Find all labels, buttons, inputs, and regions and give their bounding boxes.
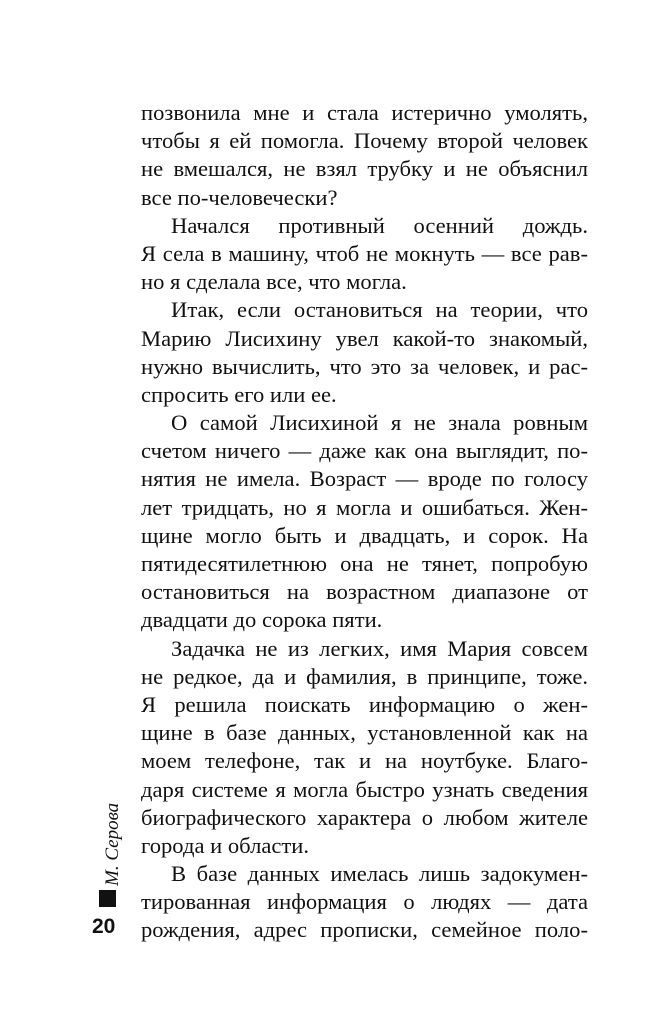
text-line: лет тридцать, но я могла и ошибаться. Жен- [141,494,588,520]
text-line: нужно вычислить, что это за человек, и рас- [141,353,588,379]
text-line: Марию Лисихину увел какой-то знакомый, [141,325,588,351]
text-line: чтобы я ей помогла. Почему второй человек [141,128,588,154]
page-margin-footer [92,790,132,940]
text-line: пятидесятилетнюю она не тянет, попробую [141,551,588,576]
text-line: спросить его или ее. [141,381,337,407]
text-line: нятия не имела. Возраст — вроде по голосу [141,466,588,492]
text-line: рождения, адрес прописки, семейное поло- [141,917,588,943]
square-marker-icon [99,890,116,907]
paragraph-first-line: Начался противный осенний дождь. [171,212,588,238]
text-line: биографического характера о любом жителе [141,804,588,830]
text-line: Я села в машину, чтоб не мокнуть — все рав- [141,240,588,266]
text-line: но я сделала все, что могла. [141,269,407,295]
text-line: остановиться на возрастном диапазоне от [141,579,588,605]
paragraph-first-line: Задачка не из легких, имя Мария совсем [171,635,588,661]
text-line: все по-человечески? [141,184,338,210]
paragraph-first-line: Итак, если остановиться на теории, что [171,297,588,323]
text-line: счетом ничего — даже как она выглядит, по- [141,438,588,464]
text-line: щине в базе данных, установленной как на [141,720,588,746]
text-line: даря системе я могла быстро узнать сведения [141,776,588,802]
text-line: города и области. [141,832,310,858]
text-line: позвонила мне и стала истерично умолять, [141,100,588,125]
paragraph-first-line: О самой Лисихиной я не знала ровным [171,410,588,436]
text-line: щине могло быть и двадцать, и сорок. На [141,522,588,548]
text-line: тированная информация о людях — дата [141,889,588,915]
running-head-author: М. Серова [102,802,123,886]
page-number: 20 [92,915,116,938]
text-line: Я решила поискать информацию о жен- [141,691,588,717]
body-text [141,99,588,945]
text-line: моем телефоне, так и на ноутбуке. Благо- [141,748,588,774]
text-line: двадцати до сорока пяти. [141,607,383,633]
text-line: не редкое, да и фамилия, в принципе, тоже. [141,663,588,689]
paragraph-first-line: В базе данных имелась лишь задокумен- [171,861,588,887]
text-line: не вмешался, не взял трубку и не объяснил [141,156,588,182]
